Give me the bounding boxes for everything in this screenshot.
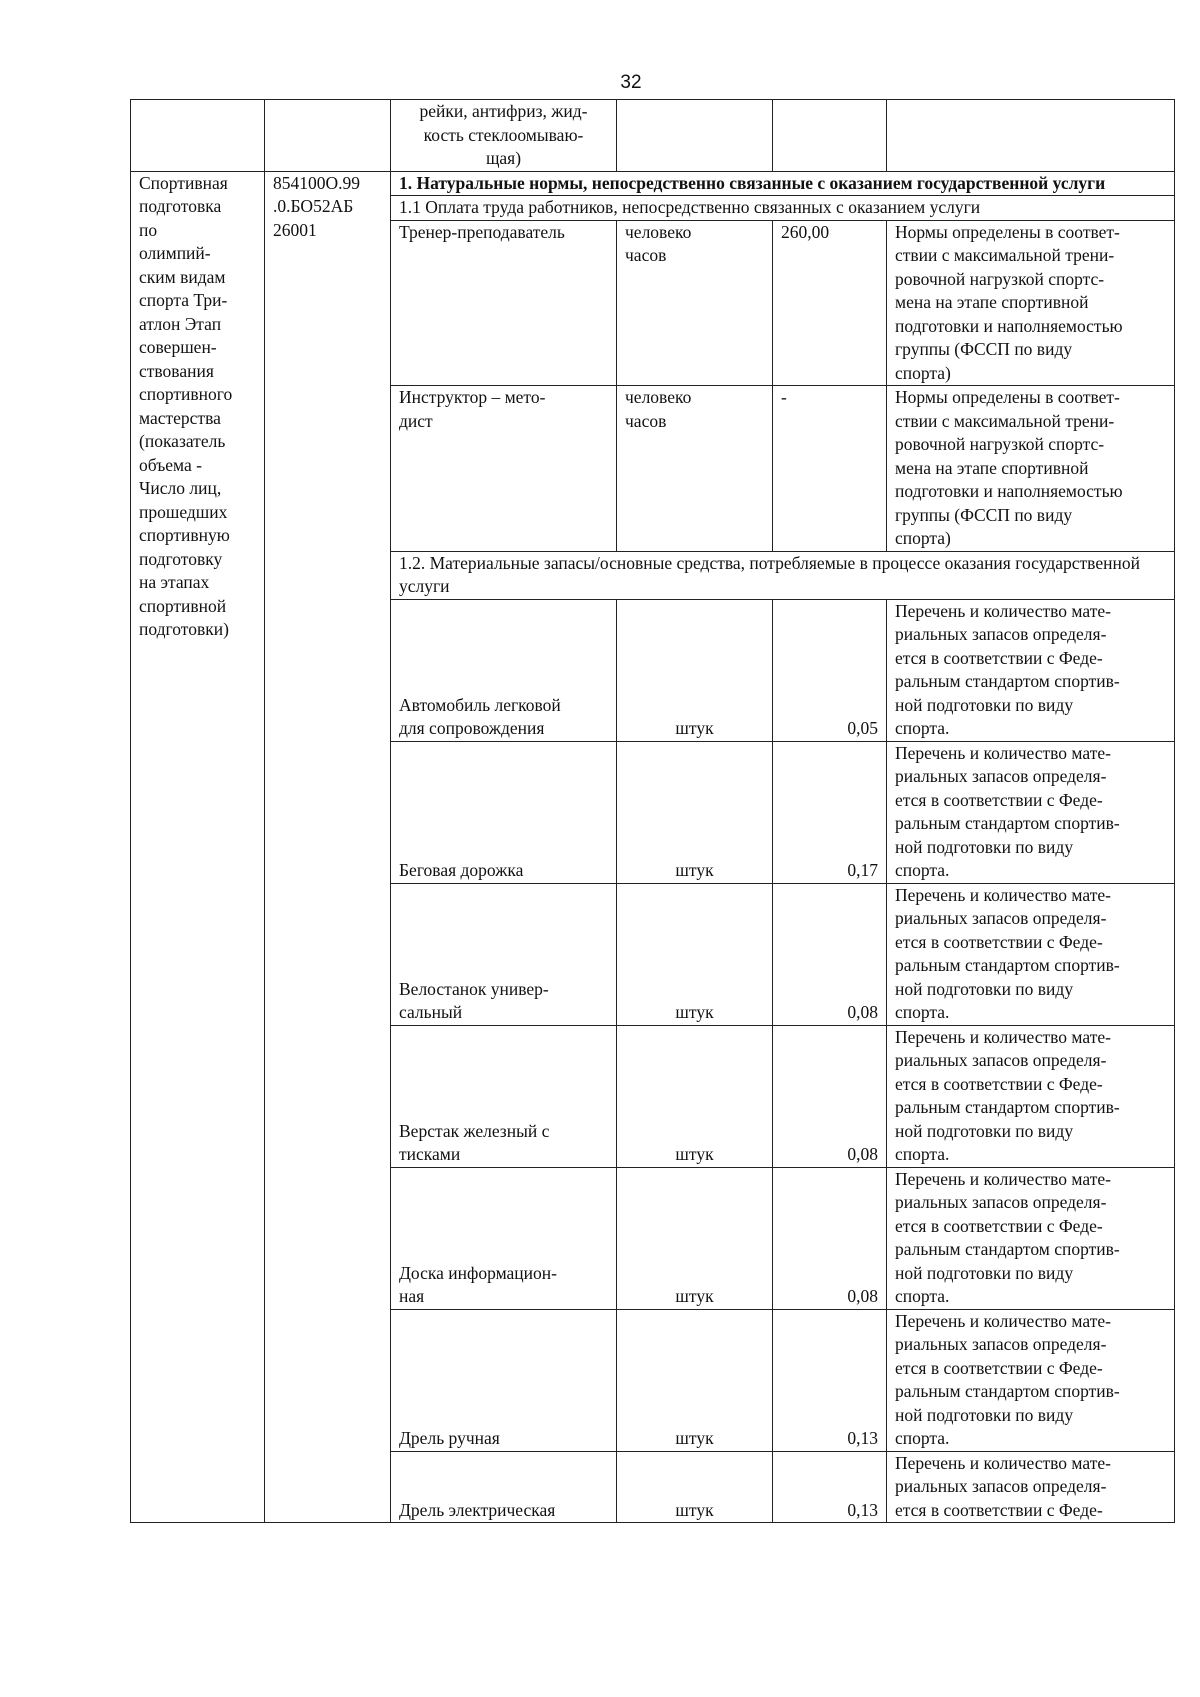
material-name: Автомобиль легковой для сопровождения — [391, 599, 617, 741]
labor-unit: человеко часов — [617, 386, 773, 552]
material-name: Дрель ручная — [391, 1309, 617, 1451]
material-value: 0,05 — [773, 599, 887, 741]
material-name: Дрель электрическая — [391, 1451, 617, 1523]
material-value: 0,08 — [773, 1167, 887, 1309]
material-unit: штук — [617, 1025, 773, 1167]
material-note: Перечень и количество мате- риальных запасов определя- ется в соответствии с Феде- ральным стандартом спортив- ной подготовки по виду спорта. — [887, 741, 1175, 883]
material-note: Перечень и количество мате- риальных запасов определя- ется в соответствии с Феде- ральным стандартом спортив- ной подготовки по виду спорта. — [887, 1025, 1175, 1167]
subsection-materials-title: 1.2. Материальные запасы/основные средства, потребляемые в процессе оказания государственной услуги — [391, 551, 1175, 599]
material-value: 0,13 — [773, 1451, 887, 1523]
continuation-row — [131, 100, 1175, 172]
section-title-row — [131, 171, 1175, 196]
material-note: Перечень и количество мате- риальных запасов определя- ется в соответствии с Феде- — [887, 1451, 1175, 1523]
labor-name: Инструктор – мето- дист — [391, 386, 617, 552]
labor-note: Нормы определены в соответ- ствии с максимальной трени- ровочной нагрузкой спортс- мена на этапе спортивной подготовки и наполняемостью группы (ФССП по виду спорта) — [887, 220, 1175, 386]
material-name: Беговая дорожка — [391, 741, 617, 883]
normative-table — [130, 99, 1175, 1523]
material-unit: штук — [617, 1309, 773, 1451]
labor-value: - — [773, 386, 887, 552]
material-name: Велостанок универ- сальный — [391, 883, 617, 1025]
material-note: Перечень и количество мате- риальных запасов определя- ется в соответствии с Феде- ральным стандартом спортив- ной подготовки по виду спорта. — [887, 883, 1175, 1025]
material-note: Перечень и количество мате- риальных запасов определя- ется в соответствии с Феде- ральным стандартом спортив- ной подготовки по виду спорта. — [887, 1309, 1175, 1451]
labor-note: Нормы определены в соответ- ствии с максимальной трени- ровочной нагрузкой спортс- мена на этапе спортивной подготовки и наполняемостью группы (ФССП по виду спорта) — [887, 386, 1175, 552]
material-value: 0,17 — [773, 741, 887, 883]
subsection-labor-title: 1.1 Оплата труда работников, непосредственно связанных с оказанием услуги — [391, 196, 1175, 221]
labor-unit: человеко часов — [617, 220, 773, 386]
material-value: 0,13 — [773, 1309, 887, 1451]
labor-value: 260,00 — [773, 220, 887, 386]
material-cell: рейки, антифриз, жид- кость стеклоомываю- щая) — [391, 100, 617, 172]
material-unit: штук — [617, 599, 773, 741]
service-code-cell: 854100О.99 .0.БО52АБ 26001 — [265, 171, 391, 1523]
material-value: 0,08 — [773, 1025, 887, 1167]
material-name: Верстак железный с тисками — [391, 1025, 617, 1167]
material-unit: штук — [617, 741, 773, 883]
labor-name: Тренер-преподаватель — [391, 220, 617, 386]
material-note: Перечень и количество мате- риальных запасов определя- ется в соответствии с Феде- ральным стандартом спортив- ной подготовки по виду спорта. — [887, 599, 1175, 741]
material-value: 0,08 — [773, 883, 887, 1025]
material-unit: штук — [617, 1167, 773, 1309]
page-number: 32 — [620, 72, 642, 93]
service-name-cell: Спортивная подготовка по олимпий- ским видам спорта Три- атлон Этап совершен- ствования спортивного мастерства (показатель объема - Число лиц, прошедших спортивную подготовку на этапах спортивной подготовки) — [131, 171, 265, 1523]
material-unit: штук — [617, 1451, 773, 1523]
material-name: Доска информацион- ная — [391, 1167, 617, 1309]
section-title: 1. Натуральные нормы, непосредственно связанные с оказанием государственной услуги — [391, 171, 1175, 196]
material-note: Перечень и количество мате- риальных запасов определя- ется в соответствии с Феде- ральным стандартом спортив- ной подготовки по виду спорта. — [887, 1167, 1175, 1309]
material-unit: штук — [617, 883, 773, 1025]
